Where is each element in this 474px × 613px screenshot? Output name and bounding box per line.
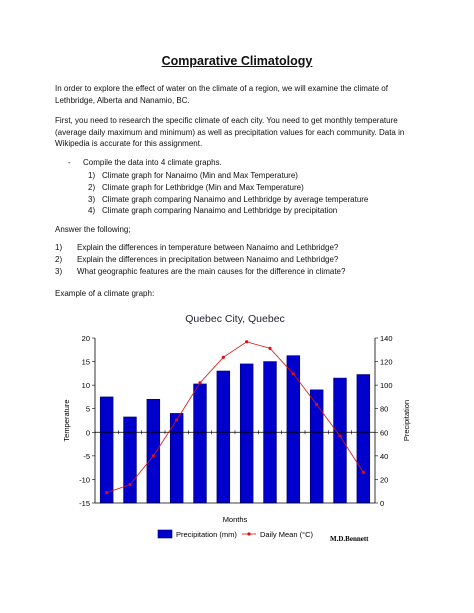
precipitation-bar xyxy=(100,397,113,503)
list-item: 2) Climate graph for Lethbridge (Min and Max Temperature) xyxy=(88,182,304,192)
daily-mean-point xyxy=(338,434,341,437)
precipitation-bar xyxy=(357,375,370,503)
precipitation-bar xyxy=(287,356,300,503)
y-axis-label-left: Temperature xyxy=(62,399,71,442)
signature: M.D.Bennett xyxy=(330,535,369,543)
daily-mean-point xyxy=(268,347,271,350)
left-tick-label: -10 xyxy=(79,475,90,485)
dash-bullet: - xyxy=(68,158,71,167)
precipitation-bar xyxy=(240,364,253,503)
legend-precipitation-label: Precipitation (mm) xyxy=(176,530,237,539)
legend-precipitation-swatch xyxy=(158,530,172,538)
right-tick-label: 120 xyxy=(380,357,393,367)
daily-mean-point xyxy=(315,403,318,406)
answer-heading: Answer the following; xyxy=(55,225,131,234)
right-tick-label: 80 xyxy=(380,404,389,414)
daily-mean-point xyxy=(362,471,365,474)
precipitation-bar xyxy=(147,399,160,503)
left-tick-label: 20 xyxy=(81,334,90,343)
intro-paragraph: In order to explore the effect of water on the climate of a region, we will examine the climate of Lethbridge, Alberta and Nanamio, BC. xyxy=(55,84,388,105)
daily-mean-point xyxy=(152,454,155,457)
daily-mean-point xyxy=(198,381,201,384)
chart-title: Quebec City, Quebec xyxy=(185,313,285,325)
precipitation-bar xyxy=(194,384,207,503)
left-tick-label: 15 xyxy=(81,357,90,367)
list-item: 3) Climate graph comparing Nanaimo and Lethbridge by average temperature xyxy=(88,194,369,204)
x-axis-label: Months xyxy=(222,515,248,524)
list-item: 1) Climate graph for Nanaimo (Min and Max Temperature) xyxy=(88,171,298,180)
left-tick-label: -5 xyxy=(83,451,90,461)
left-tick-label: 10 xyxy=(81,381,90,391)
daily-mean-point xyxy=(128,483,131,486)
y-axis-label-right: Precipitation xyxy=(402,399,411,442)
left-tick-label: 0 xyxy=(85,428,90,438)
example-label: Example of a climate graph: xyxy=(55,289,155,298)
daily-mean-point xyxy=(245,340,248,343)
page-title: Comparative Climatology xyxy=(161,54,313,68)
daily-mean-point xyxy=(105,491,108,494)
right-tick-label: 40 xyxy=(380,451,389,461)
precipitation-bar xyxy=(310,390,323,503)
list-item: 1) Explain the differences in temperature between Nanaimo and Lethbridge? xyxy=(55,243,339,252)
legend-mean-marker xyxy=(247,532,250,535)
daily-mean-point xyxy=(222,356,225,359)
left-tick-label: -15 xyxy=(79,499,90,508)
precipitation-bar xyxy=(124,417,137,503)
left-tick-label: 5 xyxy=(85,404,90,414)
compile-text: Compile the data into 4 climate graphs. xyxy=(83,158,222,167)
daily-mean-point xyxy=(175,418,178,421)
list-item: 2) Explain the differences in precipitation between Nanaimo and Lethbridge? xyxy=(55,255,339,264)
right-tick-label: 100 xyxy=(380,381,393,391)
daily-mean-line xyxy=(107,342,364,493)
list-item: 3) What geographic features are the main causes for the difference in climate? xyxy=(55,267,346,276)
instructions-paragraph: First, you need to research the specific climate of each city. You need to get monthly temperature (average daily maximum and minimum) as well as precipitation values for each community. Data in Wikipedia is accurate for this assignment. xyxy=(55,116,405,148)
right-tick-label: 20 xyxy=(380,475,389,485)
right-tick-label: 60 xyxy=(380,428,389,438)
right-tick-label: 0 xyxy=(380,499,385,508)
list-item: 4) Climate graph comparing Nanaimo and Lethbridge by precipitation xyxy=(88,206,338,216)
right-tick-label: 140 xyxy=(380,334,393,343)
precipitation-bar xyxy=(334,378,347,503)
daily-mean-point xyxy=(292,372,295,375)
legend-mean-label: Daily Mean (°C) xyxy=(260,530,314,539)
precipitation-bar xyxy=(217,371,230,503)
